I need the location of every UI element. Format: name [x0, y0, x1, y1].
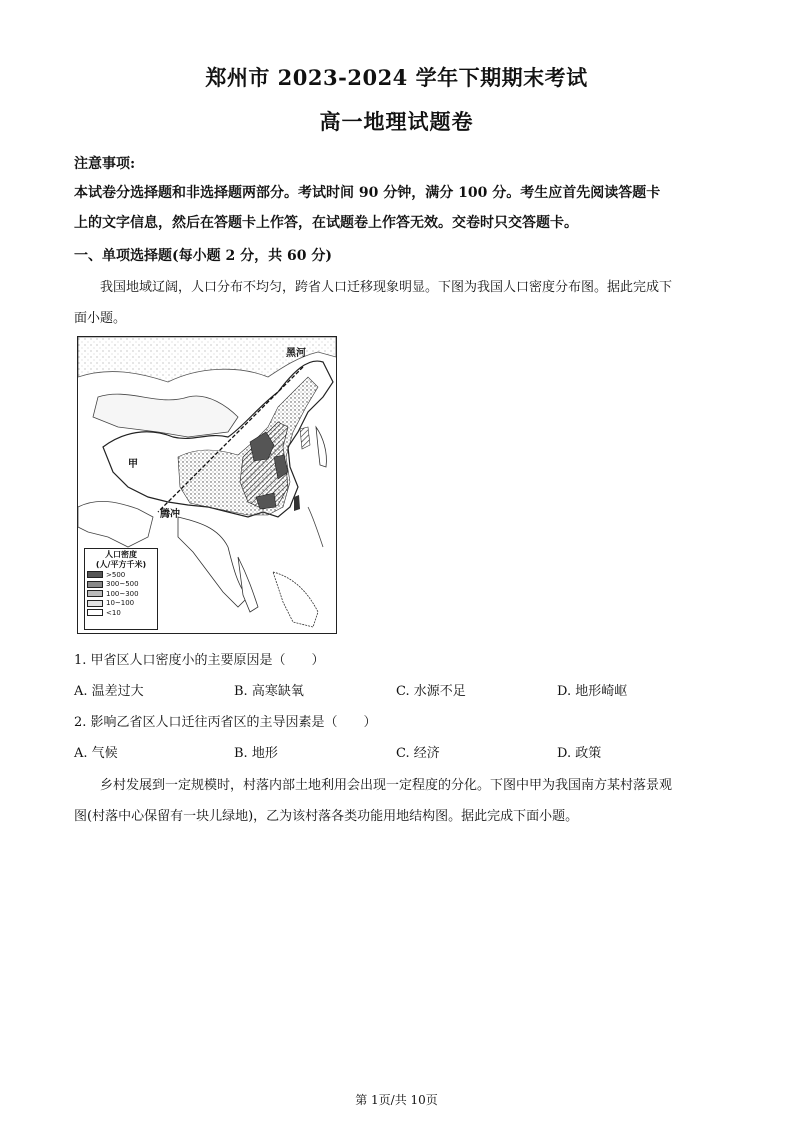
notice-line: 上的文字信息，然后在答题卡上作答，在试题卷上作答无效。交卷时只交答题卡。	[74, 215, 578, 231]
intro-paragraph-line: 面小题。	[74, 311, 127, 326]
question-option: B. 高寒缺氧	[234, 684, 304, 699]
question-stem: 2. 影响乙省区人口迁往丙省区的主导因素是（ ）	[74, 715, 377, 730]
map-label-tengchong: 腾冲	[160, 509, 180, 520]
legend-item	[87, 599, 157, 609]
legend-item	[87, 570, 157, 580]
notice-heading: 注意事项:	[74, 156, 136, 172]
notice-line: 本试卷分选择题和非选择题两部分。考试时间 90 分钟，满分 100 分。考生应首先阅读答题卡	[74, 185, 661, 201]
question-option: D. 地形崎岖	[557, 684, 628, 699]
legend-label: 100~300	[106, 589, 139, 598]
map-label-heihe: 黑河	[286, 348, 306, 359]
legend-label: >500	[106, 570, 126, 579]
question-option: C. 水源不足	[396, 684, 466, 699]
legend-label: <10	[106, 608, 121, 617]
question-option: A. 温差过大	[74, 684, 144, 699]
map-label-jia: 甲	[128, 459, 138, 470]
question-option: D. 政策	[557, 746, 602, 761]
legend-swatch	[87, 590, 103, 597]
page-title: 郑州市 2023-2024 学年下期期末考试	[205, 65, 588, 90]
intro-paragraph-line: 我国地域辽阔，人口分布不均匀，跨省人口迁移现象明显。下图为我国人口密度分布图。据此完成下	[100, 280, 673, 295]
intro-paragraph-line: 图(村落中心保留有一块儿绿地)，乙为该村落各类功能用地结构图。据此完成下面小题。	[74, 809, 579, 824]
legend-swatch	[87, 581, 103, 588]
legend-swatch	[87, 609, 103, 616]
legend-label: 300~500	[106, 580, 139, 589]
question-option: B. 地形	[234, 746, 278, 761]
page-subtitle: 高一地理试题卷	[319, 109, 474, 134]
map-legend	[84, 548, 158, 630]
intro-paragraph-line: 乡村发展到一定规模时，村落内部土地利用会出现一定程度的分化。下图中甲为我国南方某村落景观	[100, 778, 673, 793]
legend-label: 10~100	[106, 599, 135, 608]
page-number: 第 1页/共 10页	[355, 1093, 438, 1107]
legend-items	[85, 570, 157, 618]
legend-item	[87, 589, 157, 599]
section-heading: 一、单项选择题(每小题 2 分，共 60 分)	[74, 248, 332, 264]
legend-swatch	[87, 600, 103, 607]
legend-swatch	[87, 571, 103, 578]
question-stem: 1. 甲省区人口密度小的主要原因是（ ）	[74, 653, 325, 668]
legend-title: 人口密度 (人/平方千米)	[95, 550, 147, 569]
question-option: C. 经济	[396, 746, 440, 761]
legend-item	[87, 580, 157, 590]
legend-item	[87, 608, 157, 618]
question-option: A. 气候	[74, 746, 118, 761]
